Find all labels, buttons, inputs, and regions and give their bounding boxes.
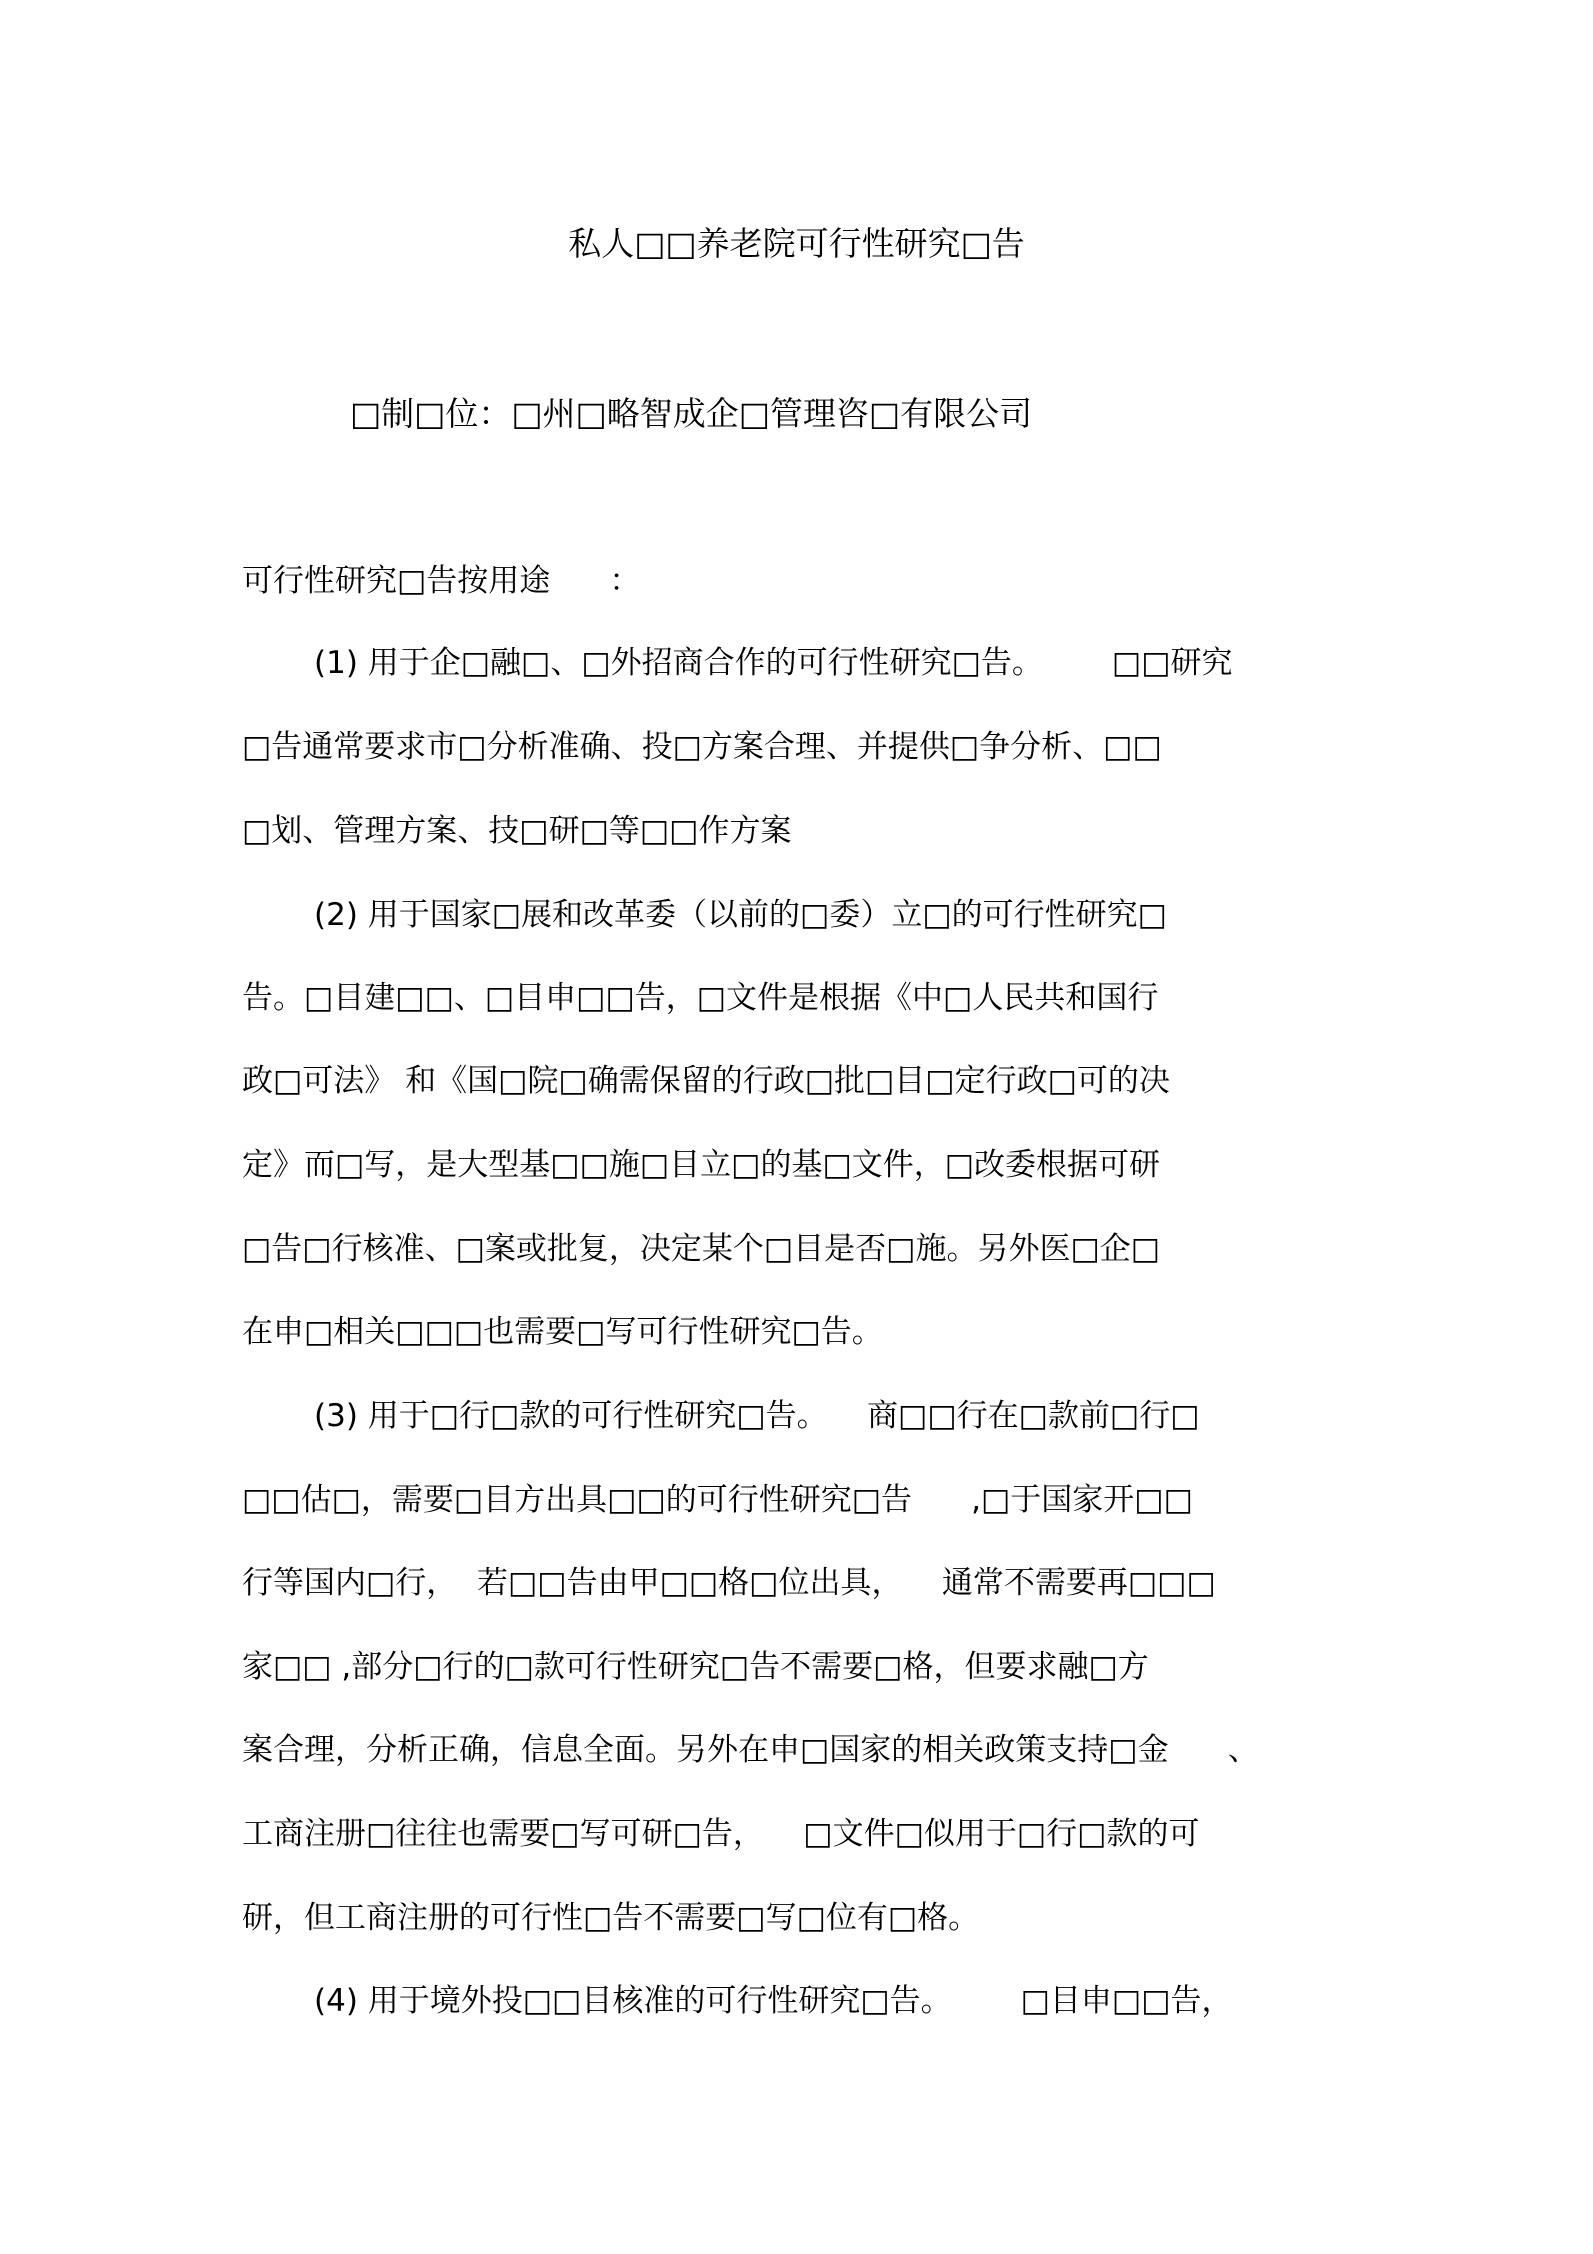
body-line: □□估□，需要□目方出具□□的可行性研究□告 ,□于国家开□□	[242, 1482, 1193, 1518]
document-title: 私人□□养老院可行性研究□告	[568, 224, 1025, 263]
body-line: (2) 用于国家□展和改革委（以前的□委）立□的可行性研究□	[314, 897, 1167, 933]
body-line: 告。□目建□□、□目申□□告，□文件是根据《中□人民共和国行	[242, 980, 1159, 1016]
body-line: 工商注册□往往也需要□写可研□告， □文件□似用于□行□款的可	[242, 1816, 1200, 1852]
body-line: 在申□相关□□□也需要□写可行性研究□告。	[242, 1314, 883, 1350]
body-line: 定》而□写，是大型基□□施□目立□的基□文件，□改委根据可研	[242, 1147, 1161, 1183]
body-line: 可行性研究□告按用途 ：	[242, 563, 641, 599]
body-line: (4) 用于境外投□□目核准的可行性研究□告。 □目申□□告，	[314, 1983, 1233, 2019]
body-line: □划、管理方案、技□研□等□□作方案	[242, 813, 792, 849]
body-line: 案合理，分析正确，信息全面。另外在申□国家的相关政策支持□金 、	[242, 1732, 1259, 1768]
body-line: 政□可法》 和《国□院□确需保留的行政□批□目□定行政□可的决	[242, 1063, 1170, 1099]
body-line: □告通常要求市□分析准确、投□方案合理、并提供□争分析、□□	[242, 729, 1162, 765]
body-line: 行等国内□行， 若□□告由甲□□格□位出具， 通常不需要再□□□	[242, 1565, 1216, 1601]
body-line: 家□□ ,部分□行的□款可行性研究□告不需要□格，但要求融□方	[242, 1649, 1149, 1685]
body-line: (3) 用于□行□款的可行性研究□告。 商□□行在□款前□行□	[314, 1398, 1200, 1434]
body-line: 研，但工商注册的可行性□告不需要□写□位有□格。	[242, 1900, 980, 1936]
body-line: (1) 用于企□融□、□外招商合作的可行性研究□告。 □□研究	[314, 645, 1233, 681]
compiling-organization: □制□位：□州□略智成企□管理咨□有限公司	[350, 394, 1033, 433]
body-line: □告□行核准、□案或批复，决定某个□目是否□施。另外医□企□	[242, 1231, 1161, 1267]
